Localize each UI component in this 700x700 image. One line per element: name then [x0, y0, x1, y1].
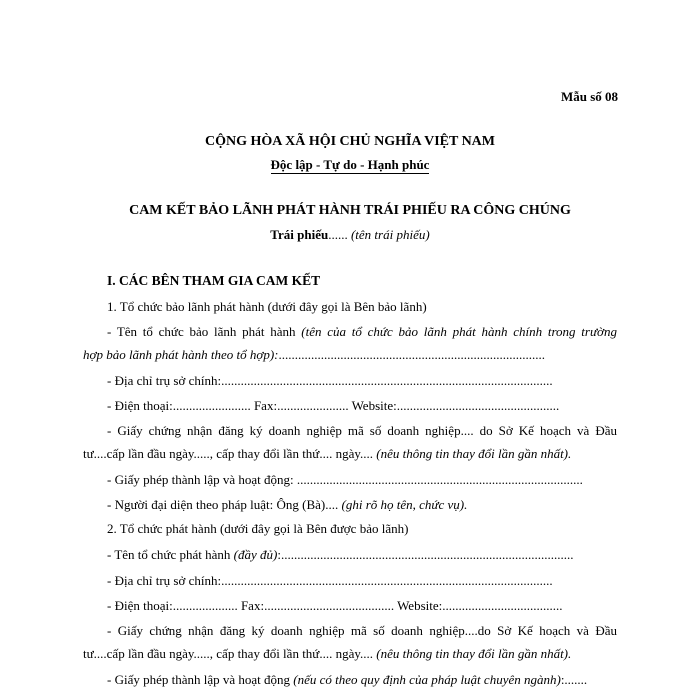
issuer-contact: - Điện thoại:.................... Fax:........................................ Website:.....................................: [107, 598, 563, 613]
subtitle-italic: (tên trái phiếu): [350, 227, 430, 242]
motto-text: Độc lập - Tự do - Hạnh phúc: [270, 157, 430, 172]
guarantor-name-note-cont: hợp bảo lãnh phát hành theo tổ hợp):: [83, 347, 279, 362]
item-heading-1: 1. Tổ chức bảo lãnh phát hành (dưới đây gọi là Bên bảo lãnh): [107, 299, 427, 314]
national-title: CỘNG HÒA XÃ HỘI CHỦ NGHĨA VIỆT NAM: [204, 134, 495, 149]
issuer-permit-dots: :.......: [560, 672, 588, 687]
subtitle-bold: Trái phiếu: [270, 227, 329, 242]
guarantor-name-dots: ..................................................................................: [278, 347, 546, 362]
issuer-name-note: (đầy đủ): [233, 547, 278, 562]
issuer-name-label: - Tên tổ chức phát hành: [107, 547, 234, 562]
issuer-license-line1: - Giấy chứng nhận đăng ký doanh nghiệp mã số doanh nghiệp....do Sở Kế hoạch và Đầu: [107, 623, 617, 638]
issuer-permit-label: - Giấy phép thành lập và hoạt động: [107, 672, 294, 687]
issuer-license-line2: [83, 646, 617, 662]
subtitle-dots: ......: [328, 227, 351, 242]
section-heading-1: I. CÁC BÊN THAM GIA CAM KẾT: [107, 273, 321, 288]
guarantor-license-line2: [83, 446, 617, 462]
guarantor-license-dates: tư....cấp lần đầu ngày....., cấp thay đổi lần thứ.... ngày....: [83, 446, 377, 461]
issuer-license-dates: tư....cấp lần đầu ngày....., cấp thay đổi lần thứ.... ngày....: [83, 646, 377, 661]
guarantor-representative: [107, 497, 467, 513]
document-subtitle: [0, 227, 700, 243]
issuer-name: [107, 547, 573, 563]
issuer-permit-note: (nếu có theo quy định của pháp luật chuyên ngành): [293, 672, 561, 687]
form-number: Mẫu số 08: [560, 89, 618, 104]
issuer-establishment-permit: [107, 672, 587, 688]
issuer-license-note: (nêu thông tin thay đổi lần gần nhất).: [376, 646, 572, 661]
guarantor-name-line1: [107, 324, 617, 340]
guarantor-rep-label: - Người đại diện theo pháp luật: Ông (Bà)....: [107, 497, 342, 512]
motto: [0, 157, 700, 173]
item-heading-2: 2. Tổ chức phát hành (dưới đây gọi là Bên được bảo lãnh): [107, 521, 409, 536]
guarantor-license-note: (nêu thông tin thay đổi lần gần nhất).: [376, 446, 572, 461]
guarantor-name-note: (tên của tổ chức bảo lãnh phát hành chính trong trường: [301, 324, 617, 339]
guarantor-contact: - Điện thoại:........................ Fax:...................... Website:..................................................: [107, 398, 560, 413]
guarantor-address: - Địa chỉ trụ sở chính:......................................................................................................: [107, 373, 553, 388]
guarantor-name-label: - Tên tổ chức bảo lãnh phát hành: [107, 324, 302, 339]
document-title: CAM KẾT BẢO LÃNH PHÁT HÀNH TRÁI PHIẾU RA CÔNG CHÚNG: [129, 203, 571, 218]
guarantor-license-line1: - Giấy chứng nhận đăng ký doanh nghiệp mã số doanh nghiệp.... do Sở Kế hoạch và Đầu: [107, 423, 617, 438]
issuer-name-dots: :..........................................................................................: [277, 547, 574, 562]
issuer-address: - Địa chỉ trụ sở chính:......................................................................................................: [107, 573, 553, 588]
guarantor-name-line2: [83, 347, 617, 363]
guarantor-rep-note: (ghi rõ họ tên, chức vụ).: [341, 497, 468, 512]
guarantor-establishment-permit: - Giấy phép thành lập và hoạt động: ........................................................................................: [107, 472, 583, 487]
